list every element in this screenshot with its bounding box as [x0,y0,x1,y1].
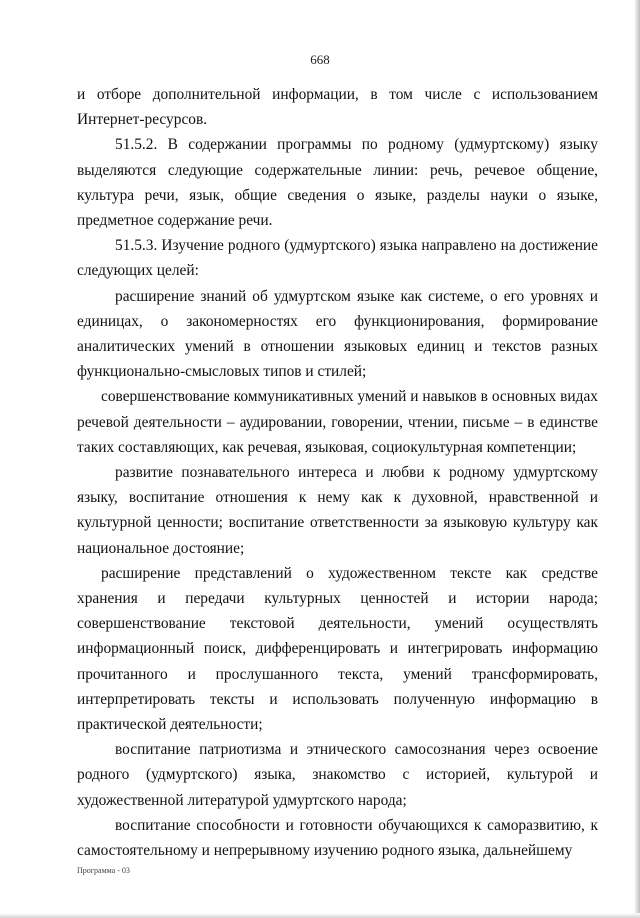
goal-item-1: расширение знаний об удмуртском языке как системе, о его уровнях и единицах, о закономерностях его функционирования, формирование аналитических умений в отношении языковых единиц и текстов разных функционально-смысловых типов и стилей; [77,287,598,381]
paragraph-continuation: и отборе дополнительной информации, в том числе с использованием Интернет-ресурсов. [77,86,598,129]
paragraph-51-5-2: 51.5.2. В содержании программы по родному (удмуртскому) языку выделяются следующие содержательные линии: речь, речевое общение, культура речи, язык, общие сведения о языке, разделы науки о языке, предметное содержание речи. [77,136,598,230]
goal-item-6: воспитание способности и готовности обучающихся к саморазвитию, к самостоятельному и непрерывному изучению родного языка, дальнейшему [77,816,598,860]
goal-item-3: развитие познавательного интереса и любви к родному удмуртскому языку, воспитание отношения к нему как к духовной, нравственной и культурной ценности; воспитание ответственности за языковую культуру как национальное достояние; [77,464,598,557]
paragraph-51-5-3: 51.5.3. Изучение родного (удмуртского) языка направлено на достижение следующих целей: [77,237,598,280]
body-text [77,82,598,863]
goal-item-2: совершенствование коммуникативных умений и навыков в основных видах речевой деятельности – аудировании, говорении, чтении, письме – в единстве таких составляющих, как речевая, языковая, социокультурная компетенции; [77,388,598,456]
goal-item-4: расширение представлений о художественном тексте как средстве хранения и передачи культурных ценностей и истории народа; совершенствование текстовой деятельности, умений осуществлять информационный поиск, дифференцировать и интегрировать информацию прочитанного и прослушанного текста, умений трансформировать, интерпретировать тексты и использовать полученную информацию в практической деятельности; [77,564,598,734]
scan-edge-bottom [0,913,640,918]
scan-edge-right [634,0,640,918]
footer-label: Программа - 03 [77,866,130,875]
goal-item-5: воспитание патриотизма и этнического самосознания через освоение родного (удмуртского) языка, знакомство с историей, культурой и художественной литературой удмуртского народа; [77,741,598,809]
page-number: 668 [310,52,330,67]
